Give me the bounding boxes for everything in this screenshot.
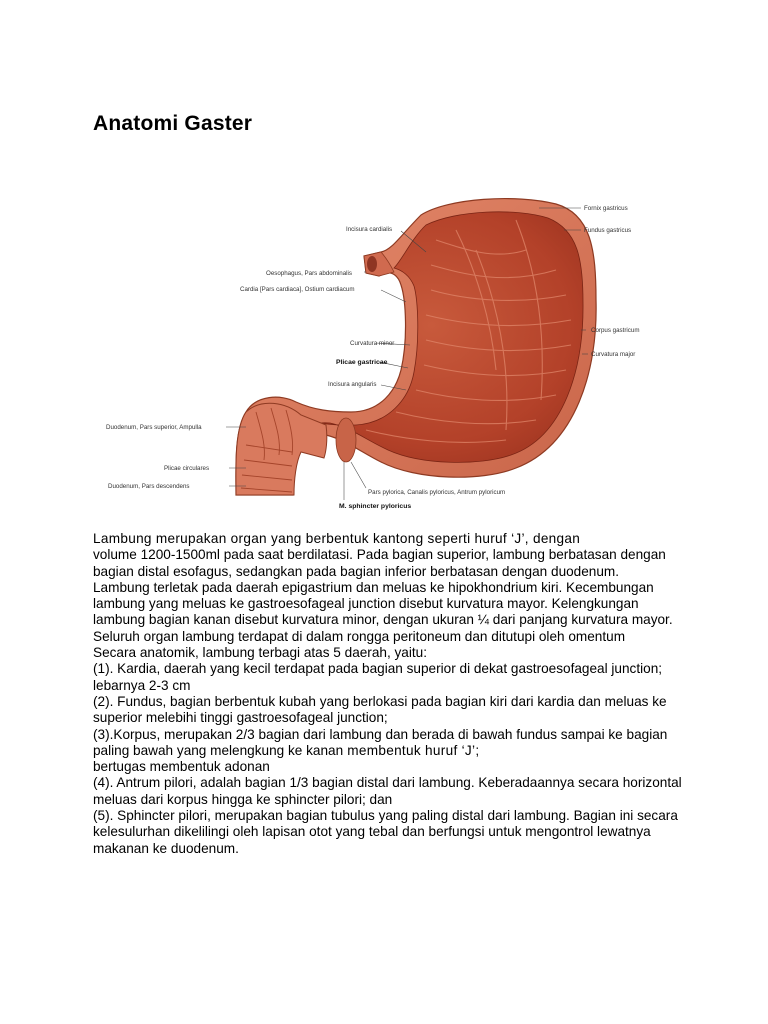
label-plicae-circulares: Plicae circulares [164,465,210,472]
label-incisura-cardialis: Incisura cardialis [346,226,393,233]
label-fornix: Fornix gastricus [584,205,628,212]
paragraph-korpus-shape: membentuk huruf ‘J’; [343,742,480,758]
paragraph-location: Lambung terletak pada daerah epigastrium dan meluas ke hipokhondrium kiri. Kecembungan lambung yang meluas ke gastroesofageal junction disebut kurvatura mayor. Kelengkungan lambung bagian kanan disebut kurvatura minor, dengan ukuran ¼ dari panjang kurvatura mayor. [93,579,673,628]
paragraph-korpus-function: bertugas membentuk adonan [93,759,270,775]
page-title: Anatomi Gaster [93,112,253,135]
paragraph-fundus: (2). Fundus, bagian berbentuk kubah yang berlokasi pada bagian kiri dari kardia dan meluas ke superior melebihi tinggi gastroesofageal junction; [93,693,667,726]
stomach-anatomy-figure [96,190,676,515]
paragraph-intro [93,531,693,580]
label-pars-pylorica: Pars pylorica, Canalis pyloricus, Antrum pyloricum [368,489,506,496]
paragraph-sphincter: (5). Sphincter pilori, merupakan bagian tubulus yang paling distal dari lambung. Bagian ini secara kelesulurhan dikelilingi oleh lapisan otot yang tebal dan berfungsi untuk mengontrol lewatnya makanan ke duodenum. [93,808,678,856]
label-incisura-angularis: Incisura angularis [328,381,377,388]
label-duodenum-descendens: Duodenum, Pars descendens [108,483,190,490]
paragraph-intro-rest: volume 1200-1500ml pada saat berdilatasi. Pada bagian superior, lambung berbatasan dengan bagian distal esofagus, sedangkan pada bagian inferior berbatasan dengan duodenum. [93,547,666,579]
pyloric-sphincter [336,418,356,462]
label-oesophagus: Oesophagus, Pars abdominalis [266,270,352,277]
body-text [93,531,693,857]
label-sphincter-pyloricus: M. sphincter pyloricus [339,503,412,510]
paragraph-korpus-main: (3).Korpus, merupakan 2/3 bagian dari lambung dan berada di bawah fundus sampai ke bagian paling bawah yang melengkung ke kanan [93,726,668,758]
paragraph-antrum: (4). Antrum pilori, adalah bagian 1/3 bagian distal dari lambung. Keberadaannya secara horizontal meluas dari korpus hingga ke sphincter pilori; dan [93,775,682,807]
label-curvatura-minor: Curvatura minor [350,340,395,347]
stomach-illustration [96,190,676,515]
paragraph-kardia: (1). Kardia, daerah yang kecil terdapat pada bagian superior di dekat gastroesofageal junction; lebarnya 2-3 cm [93,661,663,693]
label-duodenum-superior: Duodenum, Pars superior, Ampulla [106,424,202,431]
paragraph-peritoneum: Seluruh organ lambung terdapat di dalam rongga peritoneum dan ditutupi oleh omentum [93,628,626,644]
paragraph-korpus [93,727,693,776]
label-corpus: Corpus gastricum [591,327,640,334]
label-cardia: Cardia [Pars cardiaca], Ostium cardiacum [240,286,355,293]
paragraph-intro-lead: Lambung merupakan organ yang berbentuk kantong seperti huruf ‘J’, dengan [93,531,581,546]
paragraph-regions-intro: Secara anatomik, lambung terbagi atas 5 daerah, yaitu: [93,645,428,661]
label-fundus: Fundus gastricus [584,227,632,234]
label-plicae-gastricae: Plicae gastricae [336,359,388,366]
label-curvatura-major: Curvatura major [591,351,636,358]
